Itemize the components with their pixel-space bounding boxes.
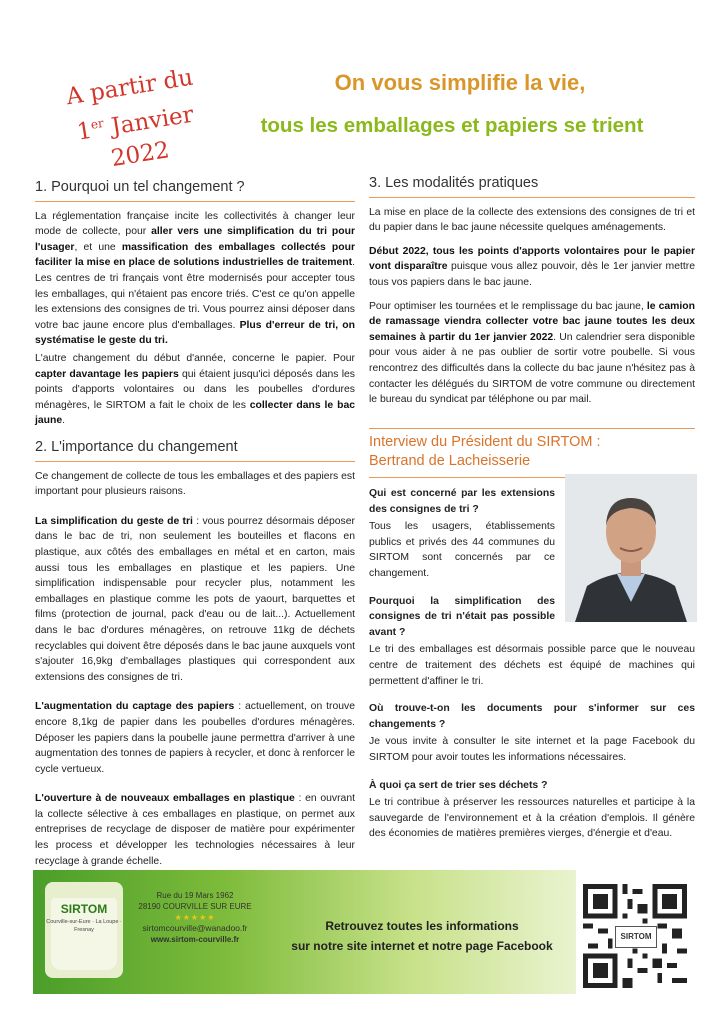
page-title-line2: tous les emballages et papiers se trient xyxy=(260,114,644,137)
footer-cta: Retrouvez toutes les informations sur notre site internet et notre page Facebook xyxy=(291,919,553,953)
section-3-paragraph-2: Début 2022, tous les points d'apports volontaires pour le papier vont disparaître puisque vous allez pouvoir, dès le 1er janvier mettre tous vos papiers dans le bac jaune. xyxy=(369,245,695,288)
section-1-heading: 1. Pourquoi un tel changement ? xyxy=(35,179,245,195)
interview-title: Interview du Président du SIRTOM : Bertrand de Lacheisserie xyxy=(369,434,601,469)
address-line1: Rue du 19 Mars 1962 xyxy=(156,891,234,900)
interview-question-1: Qui est concerné par les extensions des consignes de tri ? xyxy=(369,488,555,515)
section-2-point-2: L'augmentation du captage des papiers : actuellement, on trouve encore 8,1kg de papier dans les poubelles d'ordures ménagères. Déposer les papiers dans la poubelle jaune permettra d'arriver à une augmentation des tonnes de papiers à recycler, et donc à renforcer le cycle vertueux. xyxy=(35,701,356,775)
section-2-point-1: La simplification du geste de tri : vous pourrez désormais déposer dans le bac de tri, non seulement les bouteilles et flacons en plastique, aux côtés des emballages en métal et en carton, mais aussi tous les emballages en plastique et les papiers. Une simplification indispensable pour recycler plus, notamment les emballages en plastique comme les pots de yaourt, barquettes et films (protection de journal, pack d'eau ou de lait...). Actuellement dans le bac d'ordures ménagères, on retrouve 11kg de déchets recyclables qui doivent être déposés dans le bac jaune auxquels vont s'ajouter 16,9kg d'emballages plastiques qui correspondent aux extensions des consignes de tri. xyxy=(35,515,355,683)
address-line2: 28190 COURVILLE SUR EURE xyxy=(138,902,252,911)
qr-code-icon[interactable] xyxy=(583,884,687,988)
section-2 xyxy=(35,440,355,877)
interview-divider xyxy=(369,428,695,429)
section-3-paragraph-1: La mise en place de la collecte des extensions des consignes de tri et du papier dans le bac jaune nécessite quelques aménagements. xyxy=(369,206,695,234)
star-rating-icon: ★★★★★ xyxy=(174,913,216,922)
section-3-paragraph-3: Pour optimiser les tournées et le remplissage du bac jaune, le camion de ramassage viendra collecter votre bac jaune toutes les deux semaines à partir du 1er janvier 2022. Un calendrier sera disponible pour vous aider à ne pas oublier de sortir votre poubelle. Si vous rencontrez des difficultés dans la collecte du bac jaune n'hésitez pas à contacter les délégués du SIRTOM de votre commune ou directement le bureau du syndicat par téléphone ou par mail. xyxy=(369,300,696,406)
section-3 xyxy=(369,176,695,416)
president-portrait xyxy=(565,474,697,622)
sirtom-logo: SIRTOM Courville-sur-Eure · La Loupe · Fresnay xyxy=(45,882,123,978)
page-title-line1: On vous simplifie la vie, xyxy=(334,70,586,95)
interview-question-4: À quoi ça sert de trier ses déchets ? xyxy=(369,779,548,791)
email-link[interactable]: sirtomcourville@wanadoo.fr xyxy=(142,923,248,933)
section-1-paragraph-2: L'autre changement du début d'année, concerne le papier. Pour capter davantage les papiers qui étaient jusqu'ici déposés dans les points d'apports volontaires ou dans les poubelles d'ordures ménagères, le SIRTOM a fait le choix de les collecter dans le bac jaune. xyxy=(35,352,355,427)
qr-label: SIRTOM xyxy=(615,926,657,948)
interview-answer-4: Le tri contribue à préserver les ressources naturelles et participe à la sauvegarde de l'environnement et à la création d'emplois. Il génère des économies de matières premières vierges, d'énergie et d'eau. xyxy=(369,797,695,840)
date-stamp xyxy=(43,59,226,183)
interview-answer-1: Tous les usagers, établissements publics et privés des 44 communes du SIRTOM sont concernés par ce changement. xyxy=(369,521,555,579)
interview-question-3: Où trouve-t-on les documents pour s'informer sur ces changements ? xyxy=(369,703,695,730)
website-link[interactable]: www.sirtom-courville.fr xyxy=(150,935,240,944)
section-1-paragraph-1: La réglementation française incite les collectivités à changer leur mode de collecte, pour aller vers une simplification du tri pour l'usager, et une massification des emballages collectés pour faciliter la mise en place de solutions industrielles de traitement. Les centres de tri français vont être modernisés pour accepter tous les emballages, qui n'étaient pas encore triés. C'est ce qu'on appelle les extensions des consignes de tri. Vous pourrez ainsi déposer dans votre bac jaune encore plus d'emballages. Plus d'erreur de tri, on systématise le geste du tri. xyxy=(35,210,355,347)
section-3-heading: 3. Les modalités pratiques xyxy=(369,175,539,191)
section-2-heading: 2. L'importance du changement xyxy=(35,439,238,455)
interview-answer-2: Le tri des emballages est désormais possible parce que le nouveau centre de traitement des déchets est équipé de machines qui permettent d'affiner le tri. xyxy=(369,644,695,687)
section-2-point-3: L'ouverture à de nouveaux emballages en plastique : en ouvrant la collecte sélective à ces emballages en plastique, on permet aux entreprises de recyclage de disposer de matière pour expérimenter les process et développer les technologies nécessaires à leur recyclage à grande échelle. xyxy=(35,793,356,867)
section-2-intro: Ce changement de collecte de tous les emballages et des papiers est important pour plusieurs raisons. xyxy=(35,470,355,498)
footer-contact xyxy=(120,890,270,945)
portrait-illustration xyxy=(565,474,697,622)
section-1 xyxy=(35,180,355,437)
section-divider xyxy=(369,197,695,198)
interview-question-2: Pourquoi la simplification des consignes de tri n'était pas possible avant ? xyxy=(369,595,555,638)
section-divider xyxy=(35,461,355,462)
stamp-line1: A partir du xyxy=(64,64,195,111)
stamp-line2: 1er Janvier 2022 xyxy=(75,101,196,172)
section-divider xyxy=(35,201,355,202)
interview-answer-3: Je vous invite à consulter le site internet et la page Facebook du SIRTOM pour avoir toutes les informations nécessaires. xyxy=(369,736,695,763)
